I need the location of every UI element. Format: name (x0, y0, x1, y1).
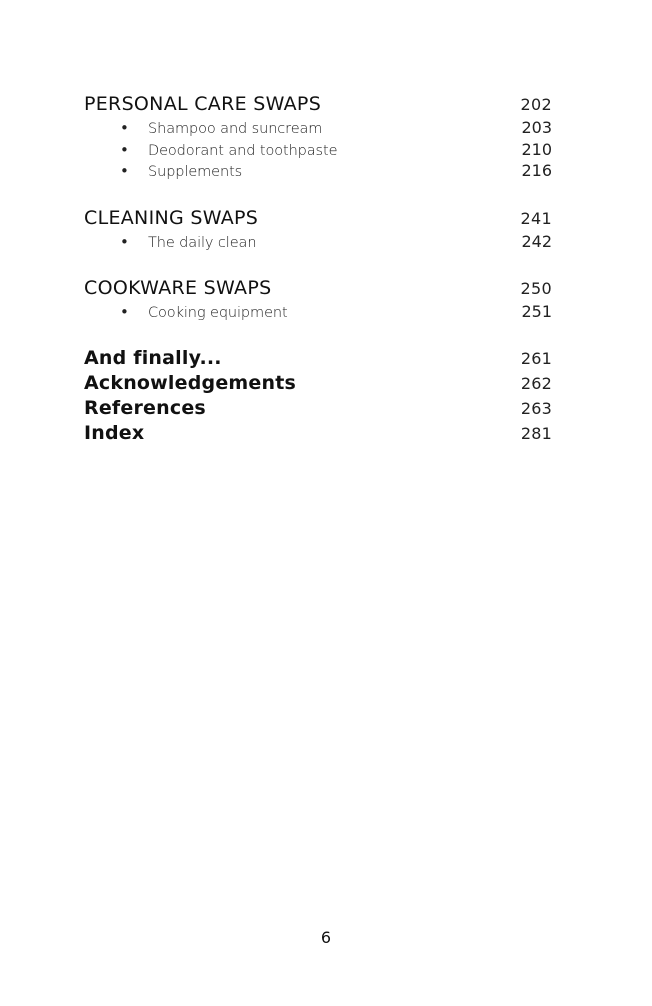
toc-sub-item (84, 139, 552, 161)
bullet-icon: • (120, 140, 129, 159)
toc-page-number: 251 (521, 302, 552, 321)
toc-back-matter-entry (84, 371, 552, 396)
toc-section-title: PERSONAL CARE SWAPS (84, 93, 322, 115)
toc-page-number: 242 (521, 231, 552, 251)
toc-page-number: 241 (520, 208, 552, 228)
table-of-contents (84, 91, 552, 446)
page-footer-number: 6 (320, 928, 332, 947)
toc-sub-item (84, 160, 552, 182)
toc-back-matter-entry (84, 396, 552, 421)
toc-sub-item (84, 117, 552, 139)
toc-section-heading (84, 91, 552, 117)
bullet-icon: • (120, 119, 129, 137)
toc-page-number: 202 (520, 95, 552, 114)
toc-entry-title: References (84, 396, 206, 419)
bullet-icon: • (120, 232, 129, 251)
toc-sub-item (84, 231, 552, 253)
toc-item-label: Deodorant and toothpaste (148, 142, 338, 159)
toc-page-number: 250 (520, 279, 552, 298)
section-spacer (84, 323, 552, 346)
toc-page-number: 216 (521, 161, 552, 180)
toc-entry-title: Index (84, 421, 145, 444)
toc-item-label: Cooking equipment (148, 305, 288, 321)
toc-back-matter-entry (84, 421, 552, 446)
toc-entry-title: Acknowledgements (84, 371, 297, 394)
toc-page-number: 262 (520, 373, 552, 393)
toc-back-matter-entry (84, 346, 552, 371)
toc-section-heading (84, 205, 552, 231)
section-spacer (84, 182, 552, 205)
toc-sub-item (84, 301, 552, 323)
toc-item-label: The daily clean (148, 234, 257, 251)
bullet-icon: • (120, 303, 129, 321)
toc-item-label: Supplements (148, 164, 243, 180)
toc-section-title: COOKWARE SWAPS (84, 277, 272, 299)
toc-page-number: 261 (520, 348, 552, 368)
toc-page-number: 210 (521, 139, 552, 159)
bullet-icon: • (120, 162, 129, 180)
toc-page-number: 281 (520, 423, 552, 443)
toc-page-number: 263 (520, 398, 552, 418)
toc-item-label: Shampoo and suncream (148, 121, 323, 137)
section-spacer (84, 252, 552, 275)
toc-section-heading (84, 275, 552, 301)
toc-section-title: CLEANING SWAPS (84, 206, 259, 229)
toc-page-number: 203 (521, 118, 552, 137)
toc-entry-title: And finally... (84, 346, 222, 369)
